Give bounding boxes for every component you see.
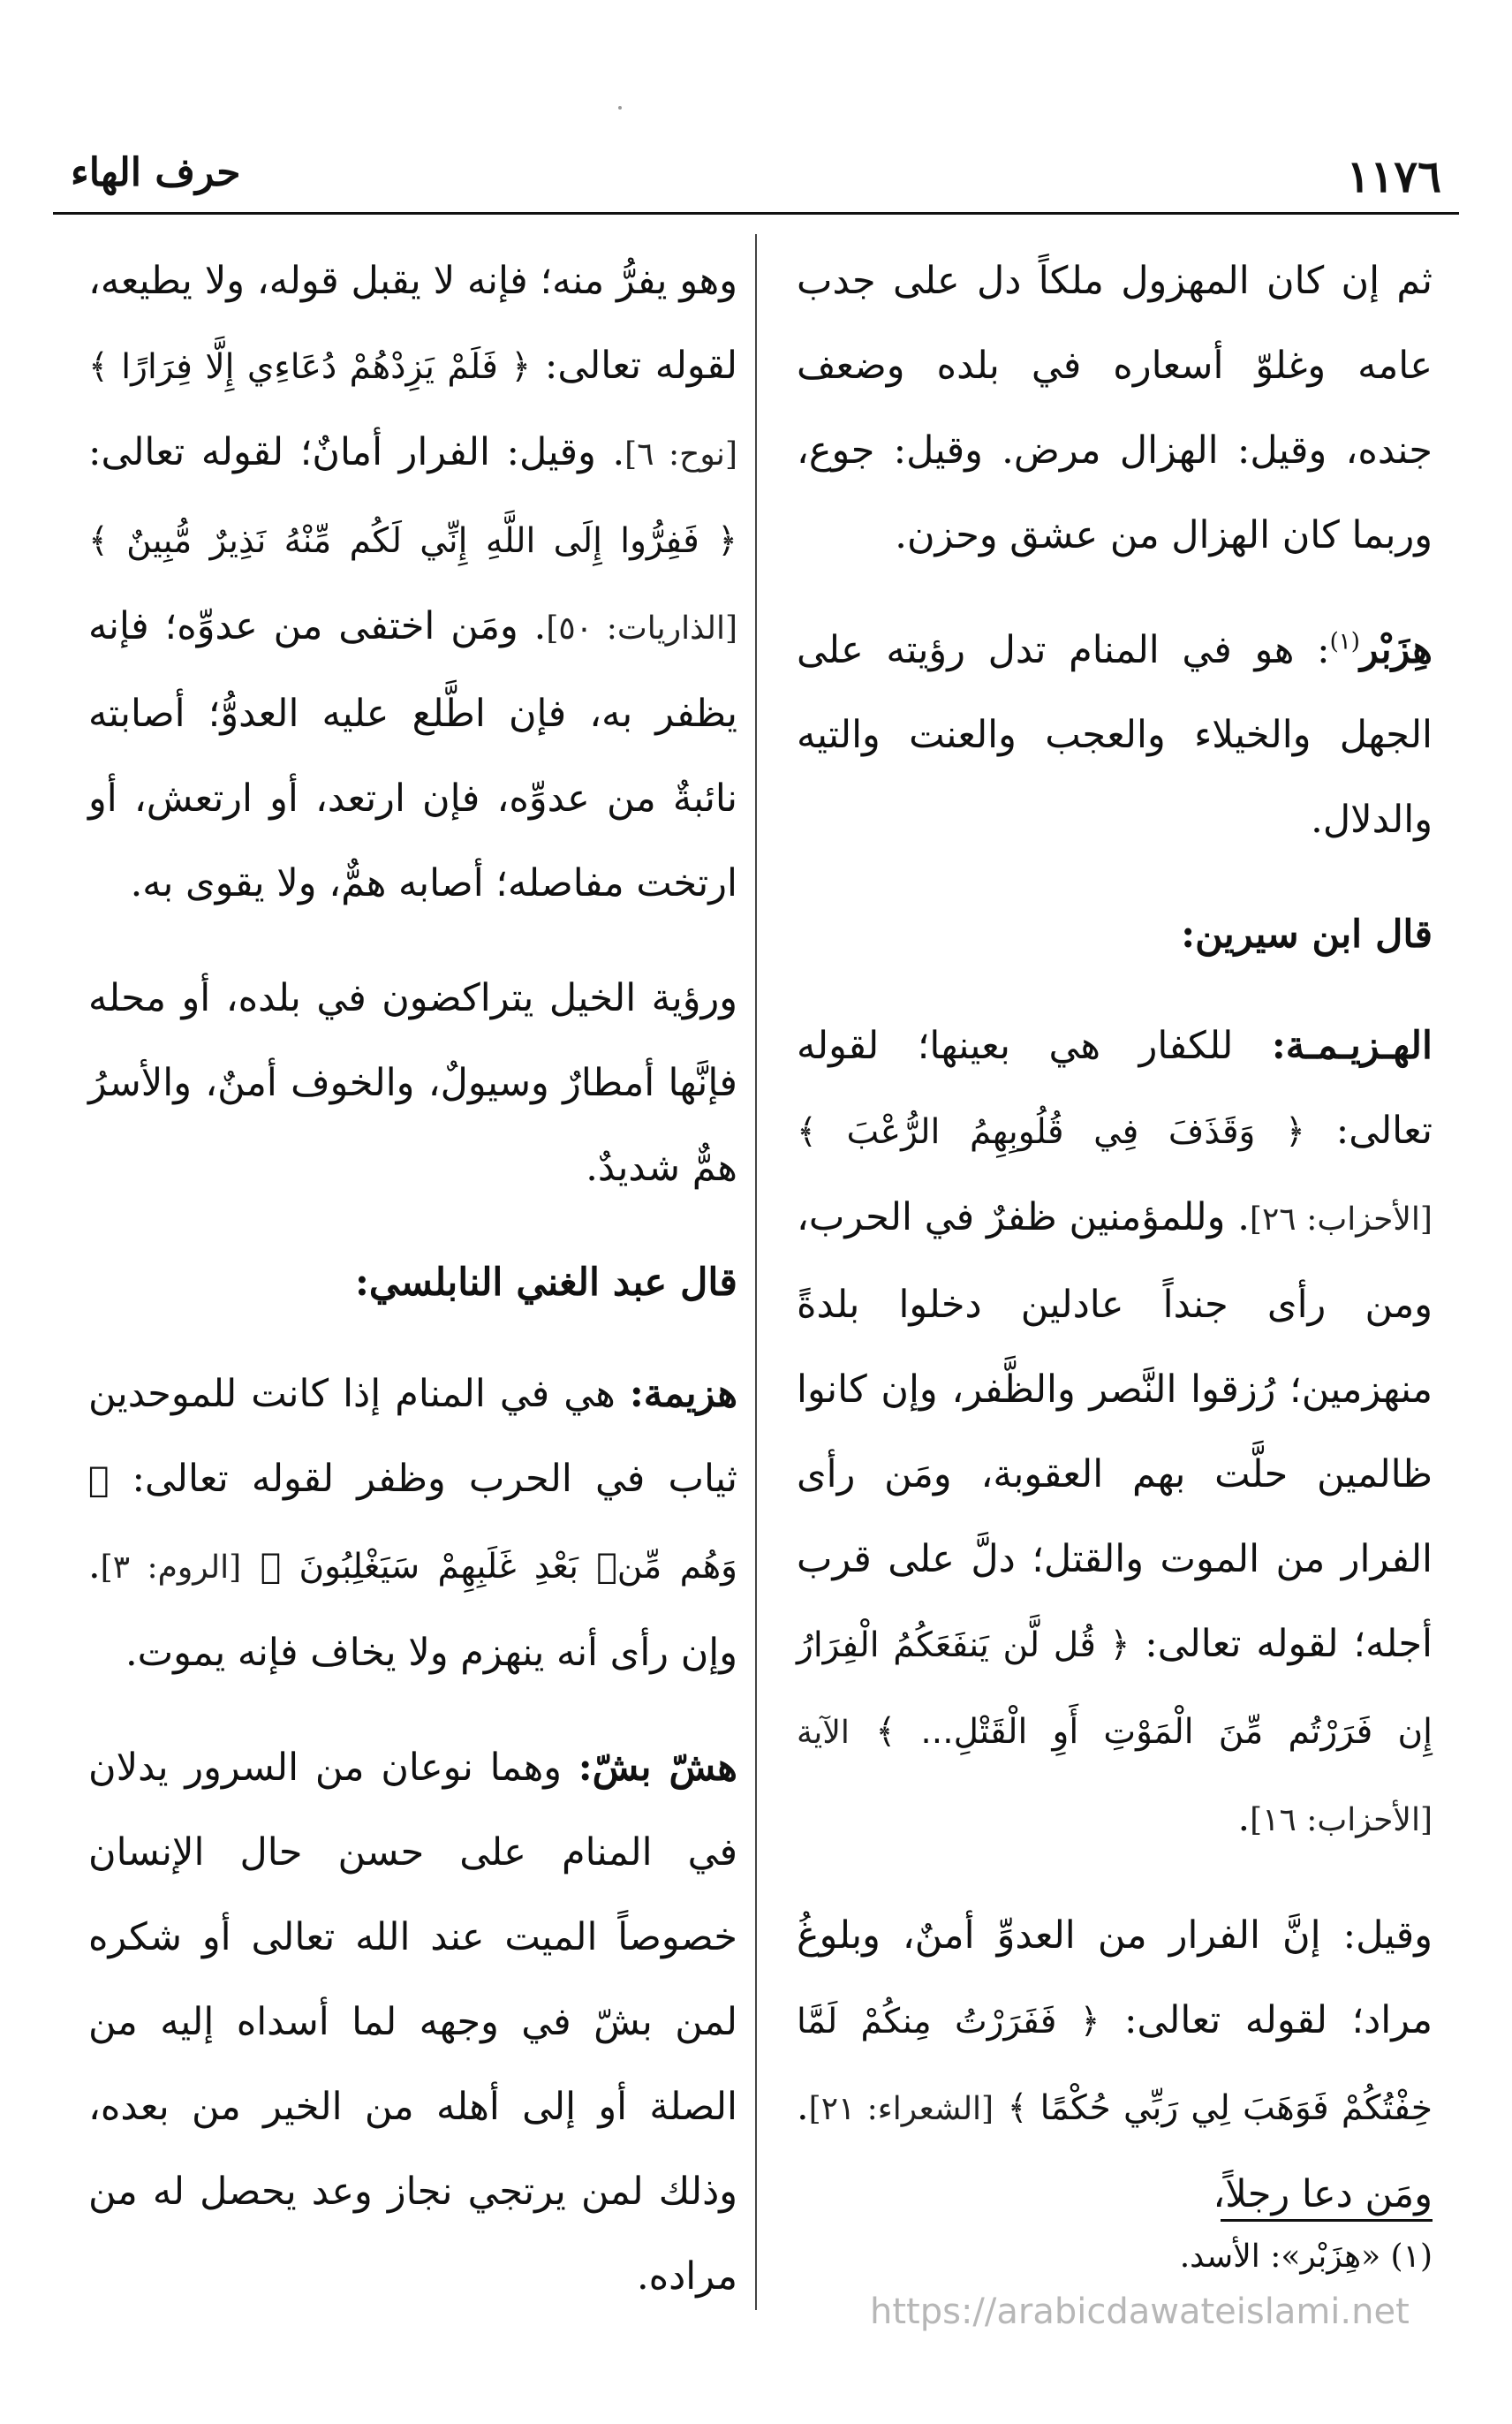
quran-verse: ﴿ فَفِرُّوا إِلَى اللَّهِ إِنِّي لَكُم مِّنْهُ نَذِيرٌ مُّبِينٌ ﴾ — [88, 521, 737, 561]
entry-text: . وللمؤمنين ظفرٌ في الحرب، ومن رأى جنداً عادلين دخلوا بلدةً منهزمين؛ رُزقوا النَّصر والظَّفر، وإن كانوا ظالمين حلَّت بهم العقوبة، ومَن رأى الفرار من الموت والقتل؛ دلَّ على قرب أجله؛ لقوله تعالى: — [797, 1195, 1433, 1666]
verse-reference: [نوح: ٦] — [624, 436, 737, 473]
entry-term: هشّ بشّ: — [578, 1746, 737, 1790]
quran-verse: ﴿ فَفَرَرْتُ مِنكُمْ لَمَّا خِفْتُكُمْ فَوَهَبَ لِي رَبِّي حُكْمًا ﴾ — [797, 2002, 1433, 2128]
paragraph-text: . وقيل: الفرار أمانٌ؛ لقوله تعالى: — [88, 430, 625, 474]
entry-text: للكفار هي بعينها؛ لقوله تعالى: — [797, 1024, 1433, 1153]
watermark-url: https://arabicdawateislami.net — [870, 2291, 1410, 2332]
entry-hizabr — [797, 608, 1433, 862]
quran-verse: ﴿ وَقَذَفَ فِي قُلُوبِهِمُ الرُّعْبَ ﴾ — [797, 1112, 1305, 1152]
quran-verse: ﴿ قُل لَّن يَنفَعَكُمُ الْفِرَارُ إِن فَرَرْتُم مِّنَ الْمَوْتِ أَوِ الْقَتْلِ... ﴾ — [797, 1625, 1433, 1752]
entry-text: وهما نوعان من السرور يدلان في المنام على حسن حال الإنسان خصوصاً الميت عند الله تعالى أو شكره لمن بشّ في وجهه لما أسداه إليه من الصلة أو إلى أهله من الخير من بعده، وذلك لمن يرتجي نجاز وعد يحصل له من مراده. — [88, 1746, 737, 2299]
entry-hazima — [797, 1004, 1433, 1863]
page-header — [53, 133, 1459, 215]
verse-reference: [الأحزاب: ٢٦] — [1249, 1201, 1433, 1238]
column-divider — [755, 234, 757, 2310]
speck-mark — [618, 106, 622, 110]
entry-term: هِزَبْر — [1359, 628, 1433, 672]
verse-reference: [الروم: ٣] — [100, 1549, 242, 1586]
paragraph-text: . ومَن دعا رجلاً، — [797, 2085, 1433, 2216]
paragraph-text: . ومَن اختفى من عدوِّه؛ فإنه يظفر به، فإن اطَّلع عليه العدوُّ؛ أصابته نائبةٌ من عدوِّه، فإن ارتعد، أو ارتعش، أو ارتخت مفاصله؛ أصابه همٌّ، ولا يقوى به. — [88, 604, 737, 905]
quran-verse: ﴿ فَلَمْ يَزِدْهُمْ دُعَاءِي إِلَّا فِرَارًا ﴾ — [88, 347, 532, 387]
paragraph-text: وهو يفرُّ منه؛ فإنه لا يقبل قوله، ولا يطيعه، لقوله تعالى: — [88, 259, 737, 388]
entry-term: الهـزيـمـة: — [1271, 1024, 1433, 1068]
right-column — [797, 239, 1433, 2267]
footnote-rule — [1221, 2219, 1433, 2222]
entry-text: . وإن رأى أنه ينهزم ولا يخاف فإنه يموت. — [88, 1543, 737, 1675]
paragraph-text: ثم إن كان المهزول ملكاً دل على جدب عامه وغلوّ أسعاره في بلده وضعف جنده، وقيل: الهزال مرض. وقيل: جوع، وربما كان الهزال من عشق وحزن. — [797, 259, 1433, 557]
page-number: ١١٧٦ — [1346, 150, 1441, 202]
verse-reference: الآية [الأحزاب: ١٦] — [797, 1715, 1433, 1838]
section-heading: قال عبد الغني النابلسي: — [354, 1261, 737, 1305]
quran-verse: ﴿ وَهُم مِّنۢ بَعْدِ غَلَبِهِمْ سَيَغْلِبُونَ ﴾ — [88, 1460, 738, 1587]
verse-reference: [الشعراء: ٢١] — [808, 2091, 994, 2127]
entry-term: هزيمة: — [629, 1372, 737, 1416]
verse-reference: [الذاريات: ٥٠] — [546, 610, 738, 647]
paragraph-text: وقيل: إنَّ الفرار من العدوِّ أمنٌ، وبلوغُ مراد؛ لقوله تعالى: — [797, 1913, 1433, 2042]
footnote-ref: (١) — [1329, 628, 1360, 655]
paragraph — [88, 956, 737, 1210]
entry-text: هي في المنام إذا كانت للموحدين ثياب في الحرب وظفر لقوله تعالى: — [88, 1372, 737, 1501]
entry-text: : هو في المنام تدل رؤيته على الجهل والخيلاء والعجب والعنت والتيه والدلال. — [797, 628, 1433, 842]
paragraph — [797, 1893, 1433, 2237]
entry-text: . — [1237, 1796, 1251, 1840]
entry-hash-bash — [88, 1725, 737, 2319]
paragraph — [797, 239, 1433, 578]
footnote: (١) «هِزَبْر»: الأسد. — [1179, 2238, 1433, 2275]
running-head: حرف الهاء — [71, 150, 241, 195]
section-heading: قال ابن سيرين: — [1181, 913, 1433, 957]
entry-hazima-nabulsi — [88, 1352, 737, 1695]
paragraph-text: ورؤية الخيل يتراكضون في بلده، أو محله فإنَّها أمطارٌ وسيولٌ، والخوف أمنٌ، والأسرُ همٌّ شديدٌ. — [88, 976, 737, 1190]
left-column — [88, 239, 737, 2349]
paragraph — [88, 239, 737, 926]
